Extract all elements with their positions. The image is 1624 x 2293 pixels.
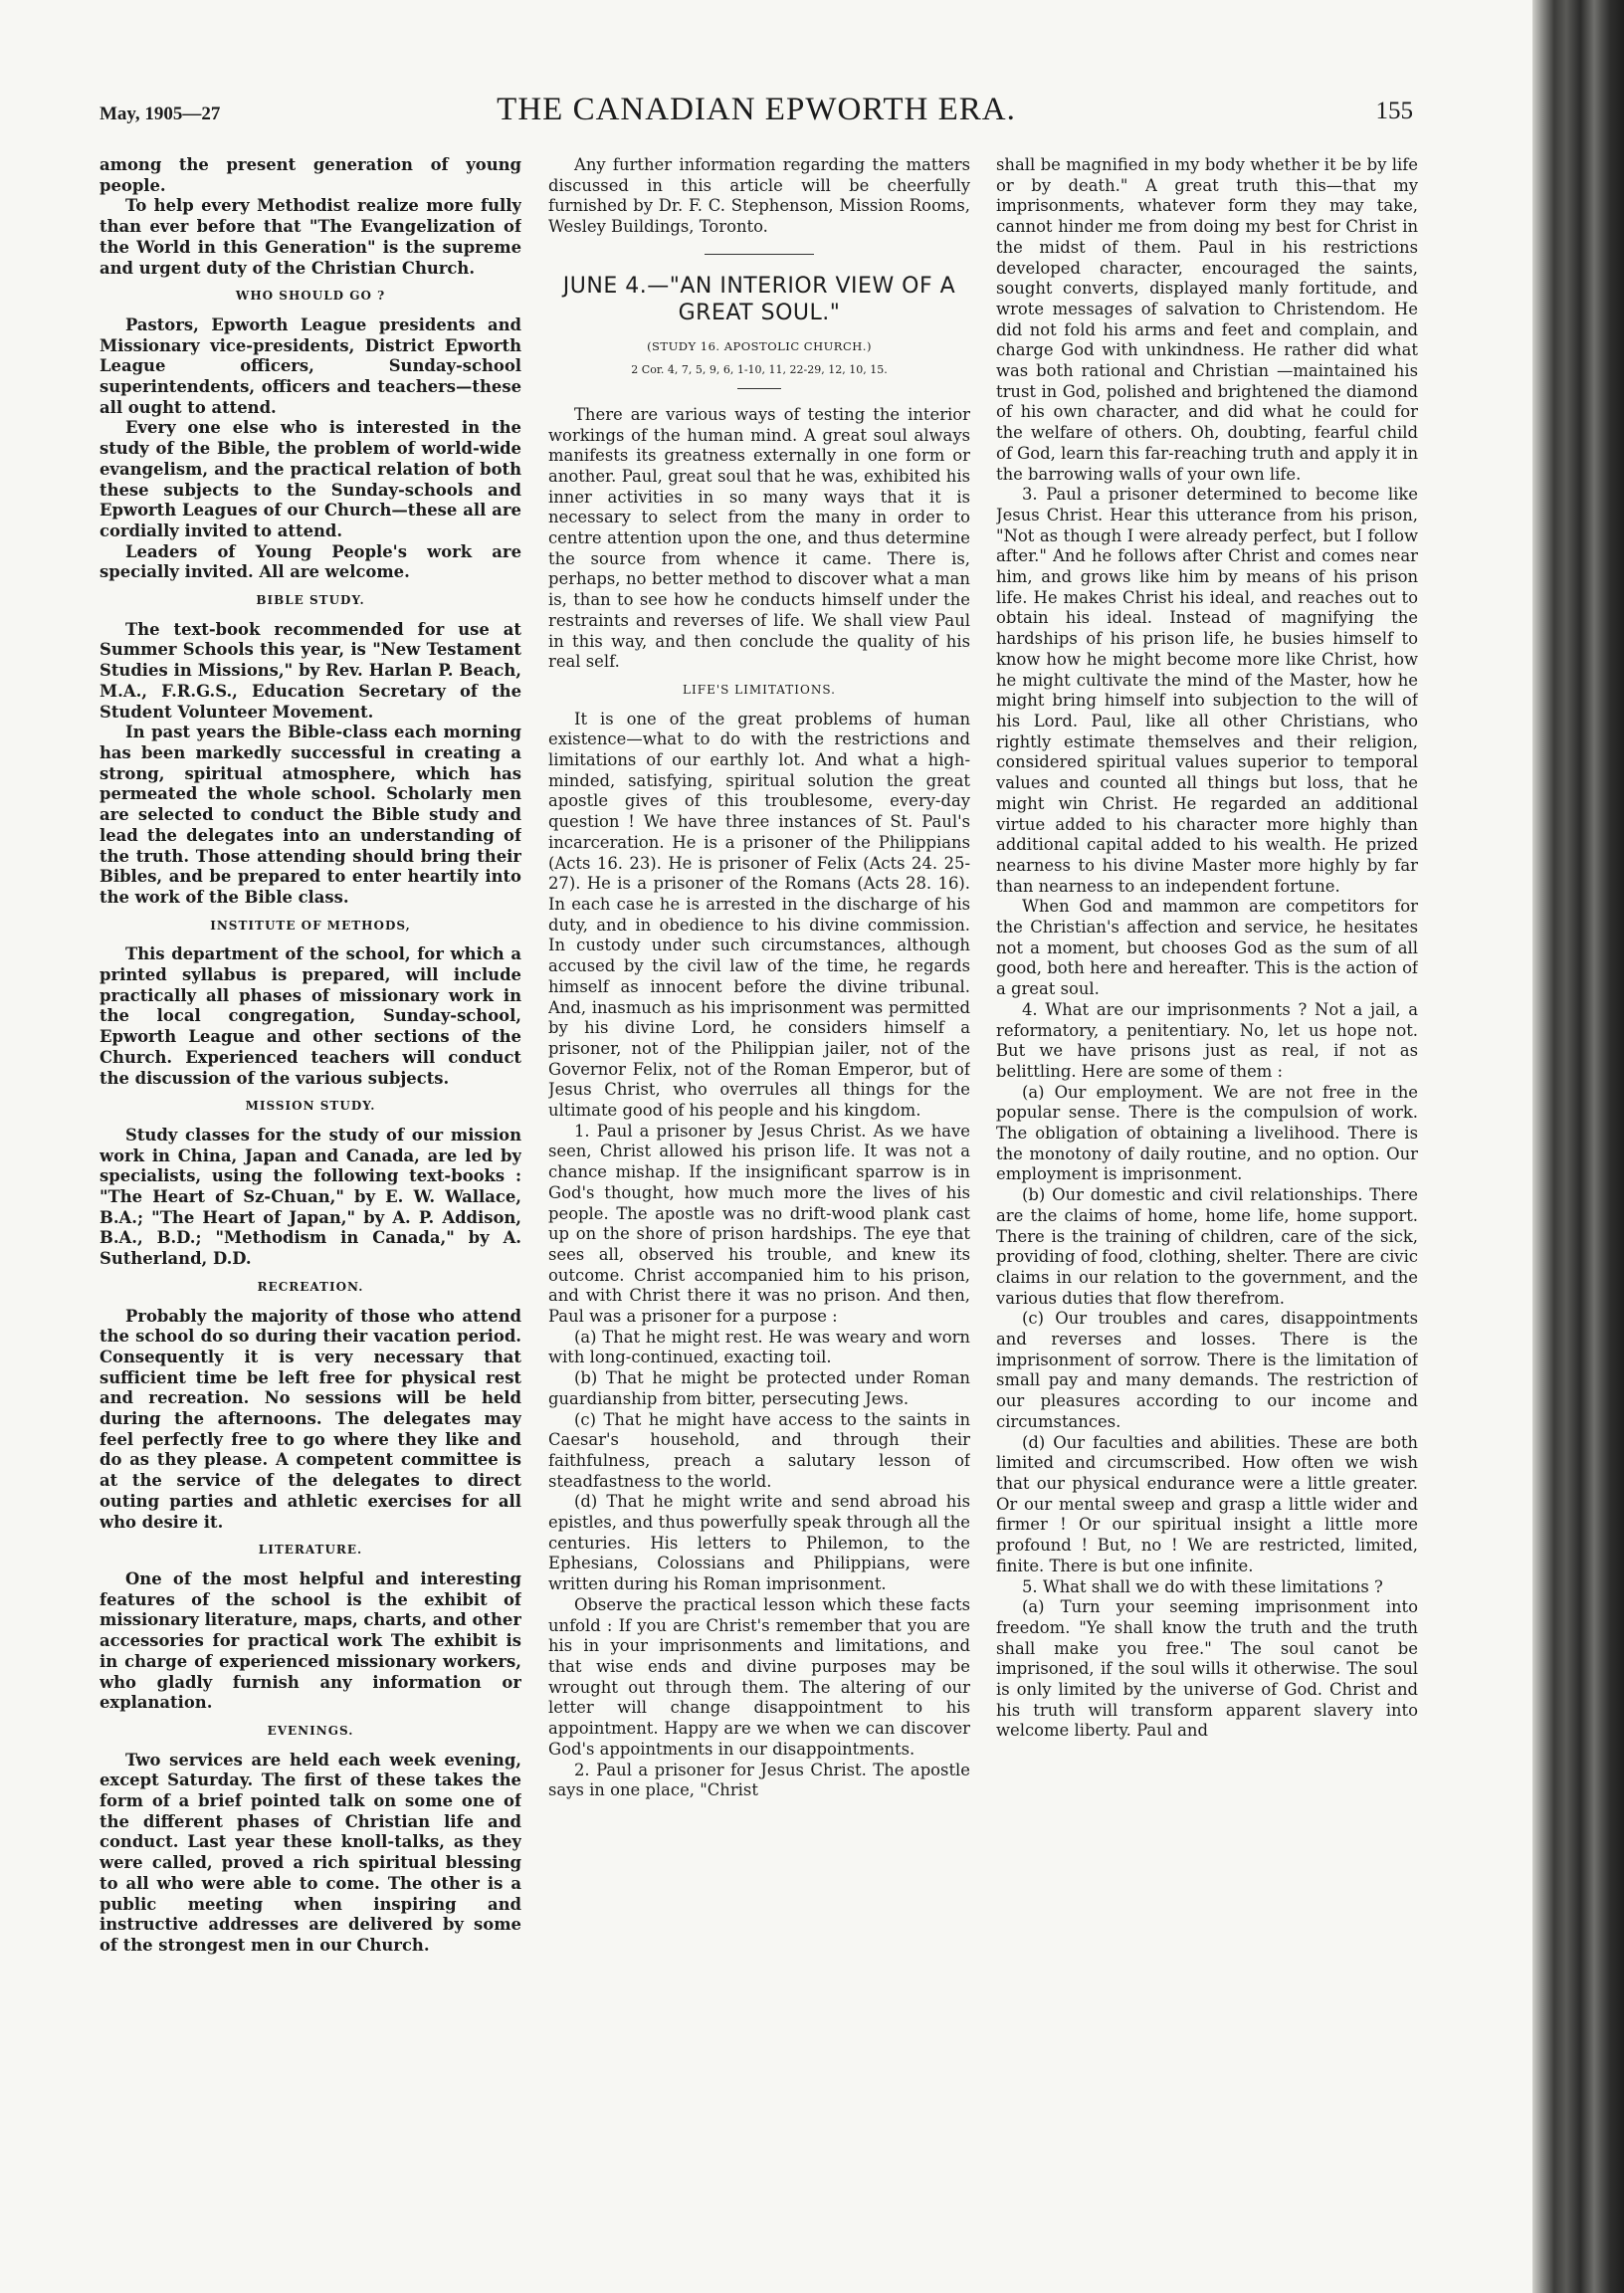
paragraph: 3. Paul a prisoner determined to become like Jesus Christ. Hear this utterance from his prison, "Not as though I were already perfect, but I follow after." And he follows after Christ and comes near him, and grows like him by means of his prison life. He makes Christ his ideal, and reaches out to obtain his ideal. Instead of magnifying the hardships of his prison life, he busies himself to know how he might become more like Christ, how he might cultivate the mind of the Master, how he might bring himself into subjection to the will of his Lord. Paul, like all other Christians, who rightly estimate themselves and their religion, considered spiritual values superior to temporal values and counted all things but loss, that he might win Christ. He regarded an additional virtue added to his character more highly than additional capital added to his wealth. He prized nearness to his divine Master more highly by far than nearness to an independent fortune. bbox=[996, 485, 1418, 896]
section-heading: LITERATURE. bbox=[258, 1543, 363, 1558]
paragraph: Any further information regarding the matters discussed in this article will be cheerfully furnished by Dr. F. C. Stephenson, Mission Rooms, Wesley Buildings, Toronto. bbox=[548, 155, 970, 237]
paragraph: (d) That he might write and send abroad his epistles, and thus powerfully speak through all the centuries. His letters to Philemon, to the Ephesians, Colossians and Philippians, were written during his Roman imprisonment. bbox=[548, 1492, 970, 1594]
section-heading: RECREATION. bbox=[257, 1279, 364, 1294]
paragraph: Leaders of Young People's work are specially invited. All are welcome. bbox=[100, 541, 521, 582]
page-header bbox=[100, 92, 1413, 131]
divider-rule bbox=[737, 388, 781, 389]
paragraph: (c) Our troubles and cares, disappointments and reverses and losses. There is the imprisonment of sorrow. There is the limitation of small pay and many demands. The restriction of our pleasures according to our income and circumstances. bbox=[996, 1309, 1418, 1431]
paragraph: This department of the school, for which a printed syllabus is prepared, will include practically all phases of missionary work in the local congregation, Sunday-school, Epworth League and other sections of the Church. Experienced teachers will conduct the discussion of the various subjects. bbox=[100, 944, 521, 1088]
paragraph: (b) That he might be protected under Roman guardianship from bitter, persecuting Jews. bbox=[548, 1368, 970, 1408]
section-heading: EVENINGS. bbox=[267, 1723, 354, 1738]
issue-date: May, 1905—27 bbox=[100, 104, 221, 124]
paragraph: There are various ways of testing the interior workings of the human mind. A great soul always manifests its greatness externally in one form or another. Paul, great soul that he was, exhibited his inner activities in so many ways that it is necessary to select from the many in order to centre attention upon the one, and thus determine the source from whence it came. There is, perhaps, no better method to discover what a man is, than to see how he conducts himself under the restraints and reverses of life. We shall view Paul in this way, and then conclude the quality of his real self. bbox=[548, 404, 970, 672]
section-heading: BIBLE STUDY. bbox=[256, 593, 365, 608]
paragraph: Pastors, Epworth League presidents and Missionary vice-presidents, District Epworth League officers, Sunday-school superintendents, officers and teachers—these all ought to attend. bbox=[100, 314, 521, 417]
paragraph: In past years the Bible-class each morning has been markedly successful in creating a strong, spiritual atmosphere, which has permeated the whole school. Scholarly men are selected to conduct the Bible study and lead the delegates into an understanding of the truth. Those attending should bring their Bibles, and be prepared to enter heartily into the work of the Bible class. bbox=[100, 723, 521, 907]
paragraph: When God and mammon are competitors for the Christian's affection and service, he hesitates not a moment, but chooses God as the sum of all good, both here and hereafter. This is the action of a great soul. bbox=[996, 897, 1418, 999]
divider-rule bbox=[705, 254, 814, 255]
paragraph: (a) That he might rest. He was weary and worn with long-continued, exacting toil. bbox=[548, 1327, 970, 1367]
paragraph: One of the most helpful and interesting features of the school is the exhibit of missionary literature, maps, charts, and other accessories for practical work The exhibit is in charge of experienced missionary workers, who gladly furnish any information or explanation. bbox=[100, 1569, 521, 1713]
paragraph: among the present generation of young people. bbox=[100, 155, 521, 195]
paragraph: 4. What are our imprisonments ? Not a jail, a reformatory, a penitentiary. No, let us hope not. But we have prisons just as real, if not as belittling. Here are some of them : bbox=[996, 999, 1418, 1081]
paragraph: Observe the practical lesson which these facts unfold : If you are Christ's remember that you are his in your imprisonments and limitations, and that wise ends and divine purposes may be wrought out through them. The altering of our letter will change disappointment to his appointment. Happy are we when we can discover God's appointments in our disappointments. bbox=[548, 1594, 970, 1759]
paragraph: (a) Turn your seeming imprisonment into freedom. "Ye shall know the truth and the truth shall make you free." The soul canot be imprisoned, if the soul wills it otherwise. The soul is only limited by the universe of God. Christ and his truth will transform apparent slavery into welcome liberty. Paul and bbox=[996, 1597, 1418, 1741]
paragraph: 2. Paul a prisoner for Jesus Christ. The apostle says in one place, "Christ bbox=[548, 1760, 970, 1800]
paragraph: shall be magnified in my body whether it be by life or by death." A great truth this—that my imprisonments, whatever form they may take, cannot hinder me from doing my best for Christ in the midst of them. Paul in his restrictions developed character, encouraged the saints, sought converts, displayed manly fortitude, and wrote messages of salvation to Christendom. He did not fold his arms and feet and complain, and charge God with unkindness. He rather did what was both rational and Christian —maintained his trust in God, polished and brightened the diamond of his own character, and did what he could for the welfare of others. Oh, doubting, fearful child of God, learn this far-reaching truth and apply it in the barrowing walls of your own life. bbox=[996, 155, 1418, 484]
column-right bbox=[996, 155, 1418, 2166]
paragraph: (a) Our employment. We are not free in the popular sense. There is the compulsion of work. The obligation of obtaining a livelihood. There is the monotony of daily routine, and no option. Our employment is imprisonment. bbox=[996, 1082, 1418, 1184]
paragraph: (b) Our domestic and civil relationships. There are the claims of home, home life, home support. There is the training of children, care of the sick, providing of food, clothing, shelter. There are civic claims in our relation to the government, and the various duties that flow therefrom. bbox=[996, 1185, 1418, 1308]
paragraph: Every one else who is interested in the study of the Bible, the problem of world-wide evangelism, and the practical relation of both these subjects to the Sunday-schools and Epworth Leagues of our Church—these all are cordially invited to attend. bbox=[100, 418, 521, 540]
masthead-title: THE CANADIAN EPWORTH ERA. bbox=[497, 92, 1016, 127]
section-heading: WHO SHOULD GO ? bbox=[235, 289, 386, 304]
section-heading: INSTITUTE OF METHODS, bbox=[210, 918, 411, 933]
paragraph: Two services are held each week evening, except Saturday. The first of these takes the form of a brief pointed talk on some one of the different phases of Christian life and conduct. Last year these knoll-talks, as they were called, proved a rich spiritual blessing to all who were able to come. The other is a public meeting when inspiring and instructive addresses are delivered by some of the strongest men in our Church. bbox=[100, 1750, 521, 1955]
paragraph: Probably the majority of those who attend the school do so during their vacation period. Consequently it is very necessary that sufficient time be left free for physical rest and recreation. No sessions will be held during the afternoons. The delegates may feel perfectly free to go where they like and do as they please. A competent committee is at the service of the delegates to direct outing parties and athletic exercises for all who desire it. bbox=[100, 1306, 521, 1532]
column-left bbox=[100, 155, 521, 2166]
paragraph: To help every Methodist realize more fully than ever before that "The Evangelization of the World in this Generation" is the supreme and urgent duty of the Christian Church. bbox=[100, 196, 521, 278]
section-heading: MISSION STUDY. bbox=[245, 1099, 376, 1114]
paragraph: 5. What shall we do with these limitations ? bbox=[1022, 1576, 1383, 1596]
column-middle bbox=[548, 155, 970, 2166]
article-subtitle: (STUDY 16. APOSTOLIC CHURCH.) bbox=[647, 338, 872, 353]
paragraph: (c) That he might have access to the saints in Caesar's household, and through their faithfulness, preach a salutary lesson of steadfastness to the world. bbox=[548, 1409, 970, 1491]
paragraph: Study classes for the study of our mission work in China, Japan and Canada, are led by specialists, using the following text-books : "The Heart of Sz-Chuan," by E. W. Wallace, B.A.; "The Heart of Japan," by A. P. Addison, B.A., B.D.; "Methodism in Canada," by A. Sutherland, D.D. bbox=[100, 1125, 521, 1269]
book-binding-edge bbox=[1532, 0, 1624, 2293]
paragraph: The text-book recommended for use at Summer Schools this year, is "New Testament Studies in Missions," by Rev. Harlan P. Beach, M.A., F.R.G.S., Education Secretary of the Student Volunteer Movement. bbox=[100, 619, 521, 722]
paragraph: 1. Paul a prisoner by Jesus Christ. As we have seen, Christ allowed his prison life. It was not a chance mishap. If the insignificant sparrow is in God's thought, how much more the lives of his people. The apostle was no drift-wood plank cast up on the shore of prison hardships. The eye that sees all, observed his trouble, and knew its outcome. Christ accompanied him to his prison, and with Christ there it was no prison. And then, Paul was a prisoner for a purpose : bbox=[548, 1121, 970, 1327]
scripture-reference: 2 Cor. 4, 7, 5, 9, 6, 1-10, 11, 22-29, 12, 10, 15. bbox=[631, 362, 888, 376]
section-heading: LIFE'S LIMITATIONS. bbox=[683, 682, 836, 697]
article-title: JUNE 4.—"AN INTERIOR VIEW OF A GREAT SOUL." bbox=[562, 273, 956, 325]
paragraph: (d) Our faculties and abilities. These are both limited and circumscribed. How often we wish that our physical endurance were a little greater. Or our mental sweep and grasp a little wider and firmer ! Or our spiritual insight a little more profound ! But, no ! We are restricted, limited, finite. There is but one infinite. bbox=[996, 1432, 1418, 1575]
page-number: 155 bbox=[1375, 98, 1413, 124]
paragraph: It is one of the great problems of human existence—what to do with the restrictions and limitations of our earthly lot. And what a high-minded, satisfying, spiritual solution the great apostle gives of this troublesome, every-day question ! We have three instances of St. Paul's incarceration. He is a prisoner of the Philippians (Acts 16. 23). He is prisoner of Felix (Acts 24. 25-27). He is a prisoner of the Romans (Acts 28. 16). In each case he is arrested in the discharge of his duty, and in obedience to his divine commission. In custody under such circumstances, although accused by the civil law of the time, he regards himself as innocent before the divine tribunal. And, inasmuch as his imprisonment was permitted by his divine Lord, he considers himself a prisoner, not of the Philippian jailer, not of the Governor Felix, not of the Roman Emperor, but of Jesus Christ, who overrules all things for the ultimate good of his people and his kingdom. bbox=[548, 709, 970, 1121]
